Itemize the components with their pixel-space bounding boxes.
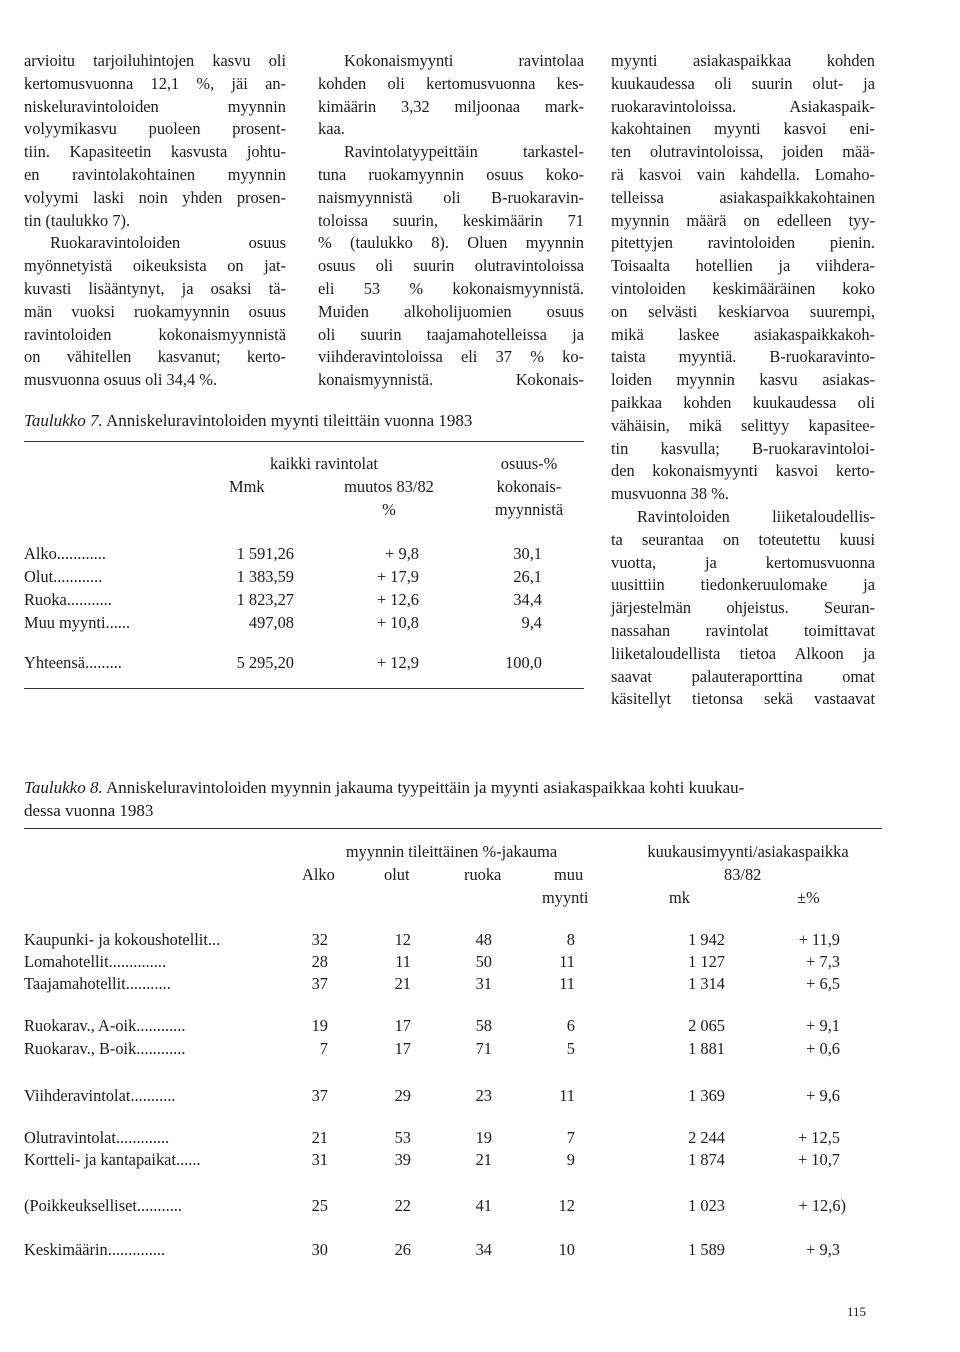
col2-line: toloissa suurin, keskimäärin 71: [318, 210, 584, 230]
col1-line: on vähitellen kasvanut; kerto-: [24, 347, 286, 367]
row-mk: 1 369: [688, 1086, 725, 1105]
col2-line: viihderavintoloissa eli 37 % ko-: [318, 347, 584, 367]
row-mmk: 1 383,59: [236, 567, 294, 586]
col3-line: Toisaalta hotellien ja viihdera-: [611, 256, 875, 276]
col3-line: mikä laskee asiakaspaikkakoh-: [611, 324, 875, 344]
row-olut: 12: [394, 930, 411, 949]
col3-line: saavat palauteraporttina omat: [611, 666, 875, 686]
col3-line: käsitellyt tietonsa sekä vastaavat: [611, 689, 875, 709]
row-olut: 29: [394, 1086, 411, 1105]
row-ruoka: 71: [475, 1039, 492, 1058]
row-label: Viihderavintolat...........: [24, 1086, 176, 1105]
row-alko: 21: [311, 1128, 328, 1147]
col1-line: myönnetyistä oikeuksista on jat-: [24, 256, 286, 276]
row-change: + 12,6): [798, 1196, 846, 1215]
row-osuus: 26,1: [513, 567, 542, 586]
row-olut: 11: [395, 952, 411, 971]
row-muu: 11: [559, 1086, 575, 1105]
col3-line: myynti asiakaspaikkaa kohden: [611, 51, 875, 70]
row-ruoka: 23: [475, 1086, 492, 1105]
col3-line: rä kasvoi vain kahdella. Lomaho-: [611, 164, 875, 184]
col3-line: vintoloiden keskimääräinen koko: [611, 278, 875, 298]
col3-line: loiden myynnin kasvu asiakas-: [611, 370, 875, 390]
col1-line: kuvasti lisääntynyt, ja osaksi tä-: [24, 278, 286, 298]
table8-caption: [24, 776, 882, 822]
col2-line: kaa.: [318, 119, 345, 139]
table-row: [24, 543, 584, 566]
row-label: Kaupunki- ja kokoushotellit...: [24, 930, 221, 949]
row-label: Kortteli- ja kantapaikat......: [24, 1150, 201, 1169]
row-muutos: + 9,8: [385, 544, 419, 563]
col3-line: pitettyjen ravintoloiden pienin.: [611, 233, 875, 253]
table8-header-mk: mk: [669, 888, 690, 907]
row-olut: 17: [394, 1016, 411, 1035]
row-mmk: 1 823,27: [236, 590, 294, 609]
col2-line: osuus oli suurin olutravintoloissa: [318, 256, 584, 276]
col3-line: nassahan ravintolat toimittavat: [611, 620, 875, 640]
table-row: [24, 566, 584, 589]
row-alko: 19: [311, 1016, 328, 1035]
row-change: + 6,5: [806, 974, 840, 993]
col2-line: Kokonaismyynti ravintolaa: [344, 51, 584, 70]
row-change: + 10,7: [797, 1150, 840, 1169]
col3-line: vuotta, ja kertomusvuonna: [611, 552, 875, 572]
row-label: Keskimäärin..............: [24, 1240, 166, 1259]
row-olut: 17: [394, 1039, 411, 1058]
row-change: + 11,9: [798, 930, 840, 949]
row-label: Alko............: [24, 544, 106, 563]
row-change: + 9,3: [806, 1240, 840, 1259]
row-ruoka: 41: [475, 1196, 492, 1215]
row-muutos: + 17,9: [376, 567, 419, 586]
col1-line: Ruokaravintoloiden osuus: [50, 233, 286, 253]
table8: [24, 841, 882, 1271]
row-change: + 7,3: [806, 952, 840, 971]
table-row: [24, 929, 882, 952]
row-muu: 12: [558, 1196, 575, 1215]
table-row: [24, 1149, 882, 1172]
row-label: Muu myynti......: [24, 613, 131, 632]
row-muu: 8: [566, 930, 575, 949]
row-muutos: + 10,8: [376, 613, 419, 632]
table-row: [24, 589, 584, 612]
row-mk: 1 881: [688, 1039, 725, 1058]
table-row: [24, 951, 882, 974]
row-change: + 0,6: [806, 1039, 840, 1058]
row-osuus: 34,4: [513, 590, 542, 609]
row-muutos: + 12,6: [376, 590, 419, 609]
table8-header-olut: olut: [384, 865, 410, 884]
col3-line: järjestelmän ohjeistus. Seuran-: [611, 598, 875, 618]
col1-line: arvioitu tarjoiluhintojen kasvu oli: [24, 51, 286, 70]
row-alko: 25: [311, 1196, 328, 1215]
table7: [24, 453, 584, 693]
row-olut: 21: [394, 974, 411, 993]
col3-line: on selvästi keskiarvoa suurempi,: [611, 301, 875, 321]
col3-line: tin kasvulla; B-ruokaravintoloi-: [611, 438, 875, 458]
row-alko: 32: [311, 930, 328, 949]
col3-line: telleissa asiakaspaikkakohtainen: [611, 187, 875, 207]
col3-line: liiketaloudellista tietoa Alkoon ja: [611, 643, 875, 663]
row-mk: 1 874: [688, 1150, 725, 1169]
table8-header-alko: Alko: [302, 865, 335, 884]
col2-line: eli 53 % kokonaismyynnistä.: [318, 278, 584, 298]
row-muu: 9: [566, 1150, 575, 1169]
row-label: Taajamahotellit...........: [24, 974, 171, 993]
row-alko: 31: [311, 1150, 328, 1169]
table-row: [24, 1195, 882, 1218]
col3-line: kakohtainen myynti kasvoi eni-: [611, 119, 875, 139]
row-mmk: 497,08: [248, 613, 294, 632]
row-mk: 1 942: [688, 930, 725, 949]
table7-header-osuus: osuus-%: [500, 454, 558, 473]
col2-line: tuna ruokamyynnin osuus koko-: [318, 164, 584, 184]
text-column-3: [611, 50, 875, 711]
row-osuus: 30,1: [513, 544, 542, 563]
row-alko: 30: [311, 1240, 328, 1259]
col3-line: myynnin määrä on edelleen tyy-: [611, 210, 875, 230]
row-change: + 12,5: [797, 1128, 840, 1147]
row-olut: 22: [394, 1196, 411, 1215]
table-row: [24, 612, 584, 635]
row-muutos: + 12,9: [376, 653, 419, 672]
row-label: Lomahotellit..............: [24, 952, 167, 971]
row-label: Yhteensä.........: [24, 653, 122, 672]
table7-header-pct: %: [382, 500, 396, 519]
row-ruoka: 34: [475, 1240, 492, 1259]
table8-top-rule: [24, 828, 882, 829]
row-mk: 1 127: [688, 952, 725, 971]
table7-header-mmk: Mmk: [229, 477, 265, 496]
row-ruoka: 50: [475, 952, 492, 971]
row-ruoka: 31: [475, 974, 492, 993]
table8-header-change: ±%: [797, 888, 820, 907]
row-label: Olut............: [24, 567, 103, 586]
col1-line: tiin. Kapasiteetin kasvusta johtu-: [24, 142, 286, 162]
col2-line: Muiden alkoholijuomien osuus: [318, 301, 584, 321]
row-ruoka: 19: [475, 1128, 492, 1147]
table-row: [24, 1038, 882, 1061]
row-mmk: 1 591,26: [236, 544, 294, 563]
table7-top-rule: [24, 441, 584, 442]
table8-header-group2: kuukausimyynti/asiakaspaikka: [647, 842, 849, 861]
text-column-1: [24, 50, 286, 392]
col2-line: konaismyynnistä. Kokonais-: [318, 370, 584, 390]
table7-header-kokonais: kokonais-: [496, 477, 562, 496]
row-muu: 11: [559, 952, 575, 971]
table-row: [24, 1127, 882, 1150]
col2-line: oli suurin taajamahotelleissa ja: [318, 324, 584, 344]
row-mmk: 5 295,20: [236, 653, 294, 672]
row-alko: 7: [319, 1039, 328, 1058]
col3-line: den kokonaismyynti kasvoi kerto-: [611, 461, 875, 481]
row-alko: 37: [311, 1086, 328, 1105]
table7-caption-label: Taulukko 7.: [24, 411, 103, 430]
col3-line: uusittiin tiedonkeruulomake ja: [611, 575, 875, 595]
row-muu: 7: [566, 1128, 575, 1147]
table7-caption: [24, 409, 584, 432]
table8-header-muu: muu: [554, 865, 584, 884]
col1-line: en ravintolakohtainen myynnin: [24, 164, 286, 184]
col3-line: ta seurantaa on toteutettu kuusi: [611, 529, 875, 549]
row-muu: 10: [558, 1240, 575, 1259]
table7-bottom-rule: [24, 688, 584, 689]
row-mk: 1 589: [688, 1240, 725, 1259]
col1-line: volyymikasvu puoleen prosent-: [24, 119, 286, 139]
row-mk: 1 314: [688, 974, 725, 993]
row-label: Olutravintolat.............: [24, 1128, 170, 1147]
table-total-row: [24, 652, 584, 675]
col3-line: kuukaudessa oli suurin olut- ja: [611, 73, 875, 93]
col2-line: naismyynnistä oli B-ruokaravin-: [318, 187, 584, 207]
table7-header-myynnista: myynnistä: [494, 500, 564, 519]
col1-line: kertomusvuonna 12,1 %, jäi an-: [24, 73, 286, 93]
row-label: Ruoka...........: [24, 590, 112, 609]
col3-line: Ravintoloiden liiketaloudellis-: [637, 506, 875, 526]
table8-caption-text: Anniskeluravintoloiden myynnin jakauma tyypeittäin ja myynti asiakaspaikkaa kohti kuukau-: [106, 778, 745, 797]
col1-line: tin (taulukko 7).: [24, 210, 131, 230]
row-olut: 26: [394, 1240, 411, 1259]
table-row: [24, 1085, 882, 1108]
col3-line: musvuonna 38 %.: [611, 484, 729, 504]
row-ruoka: 48: [475, 930, 492, 949]
col3-line: ruokaravintoloissa. Asiakaspaik-: [611, 96, 875, 116]
table8-caption-text-2: dessa vuonna 1983: [24, 801, 154, 820]
col2-line: Ravintolatyypeittäin tarkastel-: [344, 142, 584, 162]
row-mk: 1 023: [688, 1196, 725, 1215]
table8-header-group1: myynnin tileittäinen %-jakauma: [345, 842, 558, 861]
row-mk: 2 244: [688, 1128, 725, 1147]
row-label: Ruokarav., B-oik............: [24, 1039, 186, 1058]
col2-line: kimäärin 3,32 miljoonaa mark-: [318, 96, 584, 116]
table8-header-ruoka: ruoka: [464, 865, 502, 884]
col3-line: ten olutravintoloissa, joiden mää-: [611, 142, 875, 162]
row-ruoka: 21: [475, 1150, 492, 1169]
row-osuus: 9,4: [521, 613, 542, 632]
table8-header-myynti: myynti: [542, 888, 589, 907]
col3-line: taista myyntiä. B-ruokaravinto-: [611, 347, 875, 367]
page-number: 115: [846, 1304, 866, 1319]
table-row: [24, 1239, 882, 1262]
table7-header-muutos: muutos 83/82: [344, 477, 434, 496]
col1-line: män vuoksi ruokamyynnin osuus: [24, 301, 286, 321]
col1-line: musvuonna osuus oli 34,4 %.: [24, 370, 218, 390]
col3-line: paikkaa kohden kuukaudessa oli: [611, 392, 875, 412]
row-olut: 39: [394, 1150, 411, 1169]
row-label: (Poikkeukselliset...........: [24, 1196, 182, 1215]
col1-line: niskeluravintoloiden myynnin: [24, 96, 286, 116]
row-muu: 11: [559, 974, 575, 993]
table-row: [24, 1015, 882, 1038]
table7-caption-text: Anniskeluravintoloiden myynti tileittäin vuonna 1983: [106, 411, 473, 430]
table8-header-period: 83/82: [724, 865, 762, 884]
row-osuus: 100,0: [505, 653, 542, 672]
col1-line: volyymi laski noin yhden prosen-: [24, 187, 286, 207]
row-label: Ruokarav., A-oik............: [24, 1016, 186, 1035]
row-alko: 28: [311, 952, 328, 971]
table8-caption-label: Taulukko 8.: [24, 778, 103, 797]
row-alko: 37: [311, 974, 328, 993]
row-ruoka: 58: [475, 1016, 492, 1035]
text-column-2: [318, 50, 584, 392]
row-change: + 9,1: [806, 1016, 840, 1035]
row-muu: 6: [566, 1016, 575, 1035]
col2-line: kohden oli kertomusvuonna kes-: [318, 73, 584, 93]
table-row: [24, 973, 882, 996]
row-change: + 9,6: [806, 1086, 840, 1105]
col1-line: ravintoloiden kokonaismyynnistä: [24, 324, 286, 344]
row-olut: 53: [394, 1128, 411, 1147]
row-mk: 2 065: [688, 1016, 725, 1035]
col3-line: vähäisin, mikä selittyy kapasitee-: [611, 415, 875, 435]
col2-line: % (taulukko 8). Oluen myynnin: [318, 233, 584, 253]
table7-header-group: kaikki ravintolat: [270, 454, 378, 473]
row-muu: 5: [566, 1039, 575, 1058]
